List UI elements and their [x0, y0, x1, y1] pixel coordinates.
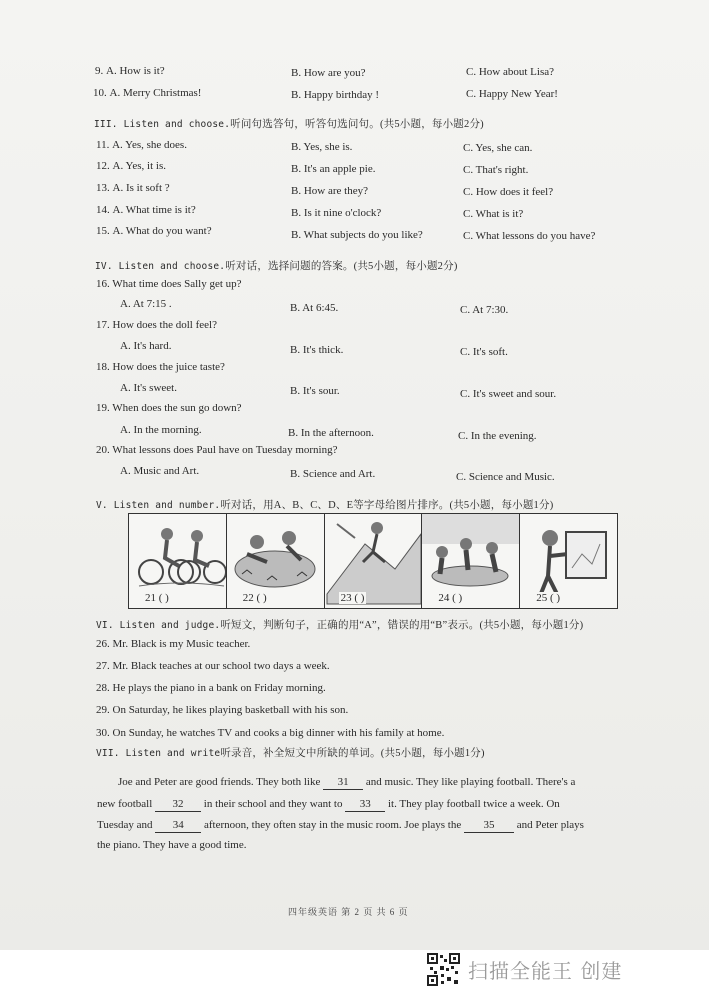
scanner-watermark	[427, 953, 622, 986]
section-3-title: III. Listen and choose.听问句选答句，听答句选问句。(共5小题，每小题2分)	[94, 119, 484, 130]
watermark-text: 扫描全能王 创建	[468, 959, 623, 983]
q18-c: C. It's sweet and sour.	[460, 388, 557, 400]
picture-21	[129, 514, 227, 608]
q15-b: B. What subjects do you like?	[291, 229, 423, 241]
q18-b: B. It's sour.	[290, 385, 340, 397]
blank-32[interactable]: 32	[155, 797, 201, 812]
q19-a: A. In the morning.	[120, 424, 202, 436]
q16-a: A. At 7:15 .	[120, 298, 172, 310]
q11-b: B. Yes, she is.	[291, 141, 353, 153]
q18-a: A. It's sweet.	[120, 382, 177, 394]
section-5-title: V. Listen and number.听对话，用A、B、C、D、E等字母给图片排序。(共5小题，每小题1分)	[96, 500, 554, 511]
q16-question: 16. What time does Sally get up?	[96, 278, 242, 290]
q19-c: C. In the evening.	[458, 430, 537, 442]
q20-question: 20. What lessons does Paul have on Tuesday morning?	[96, 444, 338, 456]
q17-question: 17. How does the doll feel?	[96, 319, 217, 331]
picture-23	[325, 514, 423, 608]
passage-line-2: new football 32 in their school and they want to 33 it. They play football twice a week. On	[97, 798, 560, 810]
picture-21-label: 21 ( )	[145, 592, 169, 604]
q30: 30. On Sunday, he watches TV and cooks a big dinner with his family at home.	[96, 727, 445, 739]
q14-b: B. Is it nine o'clock?	[291, 207, 382, 219]
picture-25-label: 25 ( )	[536, 592, 561, 604]
q9-c: C. How about Lisa?	[466, 66, 554, 78]
q11-a: 11. A. Yes, she does.	[96, 139, 187, 151]
picture-24	[422, 514, 520, 608]
picture-25	[520, 514, 617, 608]
q9-a: 9. A. How is it?	[95, 65, 165, 77]
q16-c: C. At 7:30.	[460, 304, 509, 316]
q10-b: B. Happy birthday !	[291, 89, 379, 101]
q12-a: 12. A. Yes, it is.	[96, 160, 166, 172]
blank-35[interactable]: 35	[464, 818, 514, 833]
passage-line-3: Tuesday and 34 afternoon, they often stay in the music room. Joe plays the 35 and Peter plays	[97, 819, 584, 831]
blank-34[interactable]: 34	[155, 818, 201, 833]
q9-b: B. How are you?	[291, 67, 366, 79]
q20-b: B. Science and Art.	[290, 468, 376, 480]
q13-c: C. How does it feel?	[463, 186, 554, 198]
q26: 26. Mr. Black is my Music teacher.	[96, 638, 251, 650]
q17-b: B. It's thick.	[290, 344, 344, 356]
q16-b: B. At 6:45.	[290, 302, 339, 314]
q15-c: C. What lessons do you have?	[463, 230, 596, 242]
q10-c: C. Happy New Year!	[466, 88, 558, 100]
q19-question: 19. When does the sun go down?	[96, 402, 242, 414]
q11-c: C. Yes, she can.	[463, 142, 533, 154]
section-7-title: VII. Listen and write听录音，补全短文中所缺的单词。(共5小题，每小题1分)	[96, 748, 485, 759]
picture-22-label: 22 ( )	[242, 592, 267, 604]
q19-b: B. In the afternoon.	[288, 427, 374, 439]
q20-a: A. Music and Art.	[120, 465, 200, 477]
passage-line-4: the piano. They have a good time.	[97, 839, 247, 851]
section-4-title: IV. Listen and choose.听对话，选择问题的答案。(共5小题，每小题2分)	[95, 261, 458, 272]
q18-question: 18. How does the juice taste?	[96, 361, 225, 373]
q17-a: A. It's hard.	[120, 340, 172, 352]
q17-c: C. It's soft.	[460, 346, 508, 358]
q13-b: B. How are they?	[291, 185, 368, 197]
picture-24-label: 24 ( )	[438, 592, 463, 604]
q28: 28. He plays the piano in a bank on Friday morning.	[96, 682, 326, 694]
q13-a: 13. A. Is it soft ?	[96, 182, 170, 194]
q12-b: B. It's an apple pie.	[291, 163, 376, 175]
section-6-title: VI. Listen and judge.听短文，判断句子，正确的用“A”，错误的用“B”表示。(共5小题，每小题1分)	[96, 620, 584, 631]
q14-c: C. What is it?	[463, 208, 524, 220]
q20-c: C. Science and Music.	[456, 471, 555, 483]
page-footer: 四年级英语 第 2 页 共 6 页	[288, 907, 409, 917]
picture-strip	[128, 513, 618, 609]
blank-31[interactable]: 31	[323, 775, 363, 790]
q14-a: 14. A. What time is it?	[96, 204, 196, 216]
blank-33[interactable]: 33	[345, 797, 385, 812]
q15-a: 15. A. What do you want?	[96, 225, 212, 237]
q27: 27. Mr. Black teaches at our school two days a week.	[96, 660, 330, 672]
q29: 29. On Saturday, he likes playing basketball with his son.	[96, 704, 349, 716]
picture-22	[227, 514, 325, 608]
q10-a: 10. A. Merry Christmas!	[93, 87, 202, 99]
picture-23-label: 23 ( )	[340, 592, 365, 604]
passage-line-1: Joe and Peter are good friends. They both like 31 and music. They like playing football. There's a	[118, 776, 576, 788]
qr-code-icon	[427, 953, 460, 986]
q12-c: C. That's right.	[463, 164, 529, 176]
